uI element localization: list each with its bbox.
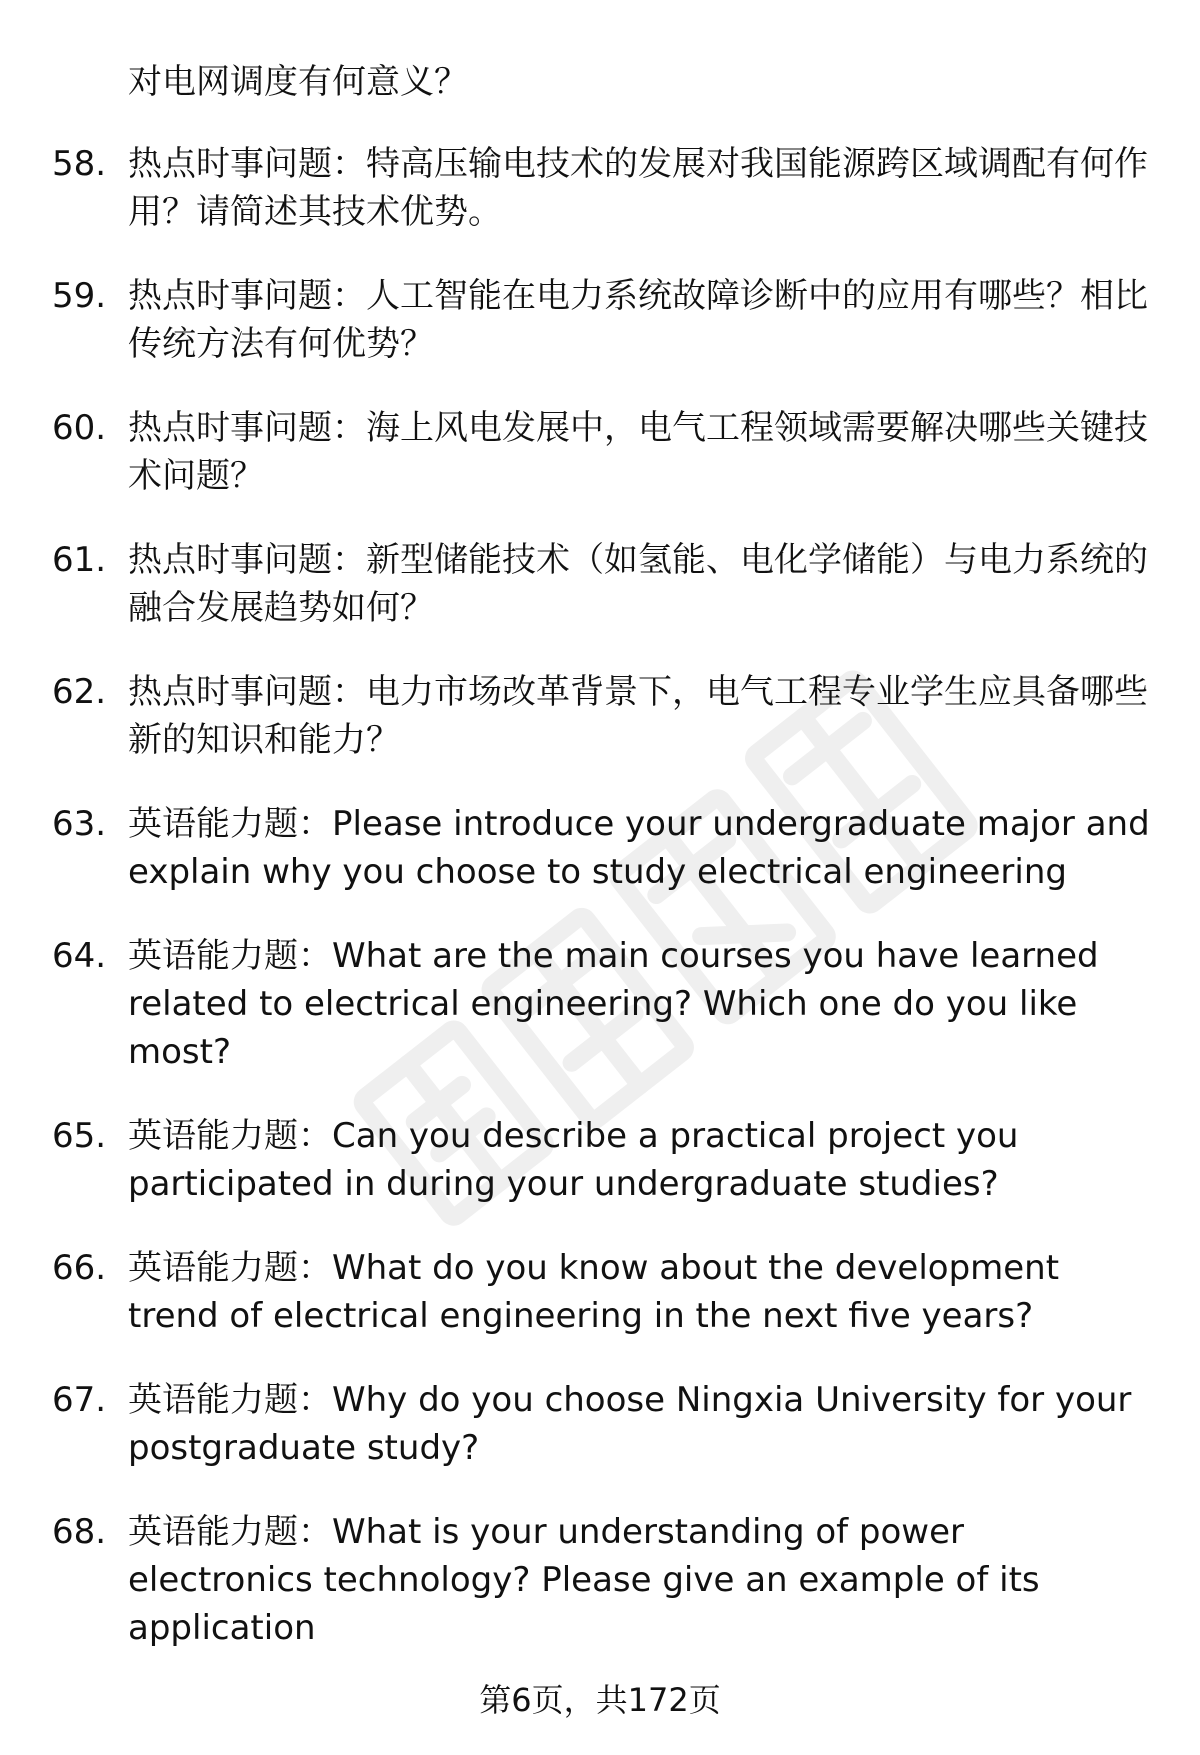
question-text: 英语能力题：Please introduce your undergraduate major and explain why you choose to study electrical engineering (128, 804, 1150, 892)
question-number: 63. (52, 804, 107, 844)
continuation-text: 对电网调度有何意义？ (128, 62, 468, 102)
question-text: 热点时事问题：人工智能在电力系统故障诊断中的应用有哪些？相比传统方法有何优势？ (128, 276, 1148, 364)
question-item (0, 140, 1200, 236)
question-item (0, 1376, 1200, 1472)
page-footer: 第6页，共172页 (479, 1681, 721, 1719)
question-number: 66. (52, 1248, 107, 1288)
question-item (0, 1112, 1200, 1208)
question-text: 热点时事问题：特高压输电技术的发展对我国能源跨区域调配有何作用？请简述其技术优势。 (128, 144, 1148, 232)
question-text: 英语能力题：What do you know about the development trend of electrical engineering in the next five years? (128, 1248, 1060, 1336)
question-text: 热点时事问题：新型储能技术（如氢能、电化学储能）与电力系统的融合发展趋势如何？ (128, 540, 1148, 628)
question-number: 62. (52, 672, 107, 712)
question-text: 热点时事问题：电力市场改革背景下，电气工程专业学生应具备哪些新的知识和能力？ (128, 672, 1148, 760)
question-item (0, 272, 1200, 368)
question-number: 68. (52, 1512, 107, 1552)
question-text: 英语能力题：Can you describe a practical project you participated in during your undergraduate studies? (128, 1116, 1019, 1204)
question-item (0, 536, 1200, 632)
question-text: 热点时事问题：海上风电发展中，电气工程领域需要解决哪些关键技术问题？ (128, 408, 1148, 496)
question-number: 67. (52, 1380, 107, 1420)
question-number: 59. (52, 276, 107, 316)
question-text: 英语能力题：Why do you choose Ningxia University for your postgraduate study? (128, 1380, 1132, 1468)
question-item (0, 668, 1200, 764)
question-text: 英语能力题：What is your understanding of power electronics technology? Please give an example of its application (128, 1512, 1040, 1648)
question-number: 61. (52, 540, 107, 580)
question-item (0, 404, 1200, 500)
question-item (0, 800, 1200, 896)
question-number: 60. (52, 408, 107, 448)
question-item (0, 1508, 1200, 1652)
question-list (0, 140, 1200, 1688)
question-item (0, 1244, 1200, 1340)
question-number: 65. (52, 1116, 107, 1156)
question-text: 英语能力题：What are the main courses you have learned related to electrical engineering? Which one do you like most? (128, 936, 1099, 1072)
question-number: 58. (52, 144, 107, 184)
question-number: 64. (52, 936, 107, 976)
question-item (0, 932, 1200, 1076)
